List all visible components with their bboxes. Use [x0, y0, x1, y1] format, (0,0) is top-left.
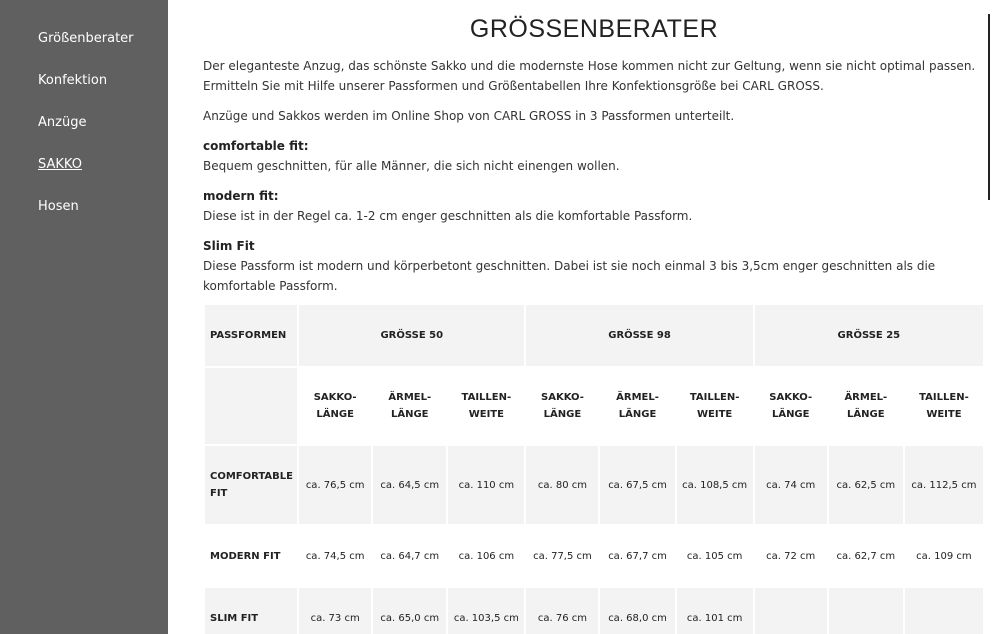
table-subheader-row [205, 368, 983, 446]
table-cell [905, 588, 983, 634]
row-label-line: MODERN FIT [210, 550, 281, 562]
table-row [205, 446, 983, 526]
table-cell-empty [205, 368, 297, 446]
table-subheader [600, 368, 674, 446]
row-label-line: SLIM FIT [210, 613, 259, 624]
table-subheader [755, 368, 827, 446]
table-cell [755, 588, 827, 634]
fit-name: comfortable fit: [203, 139, 309, 153]
table-cell: ca. 64,5 cm [373, 446, 446, 526]
table-cell: ca. 74,5 cm [299, 526, 371, 588]
table-group-header: GRÖSSE 98 [526, 305, 752, 368]
table-cell: ca. 74 cm [755, 446, 827, 526]
table-cell: ca. 105 cm [677, 526, 753, 588]
table-cell: ca. 110 cm [448, 446, 524, 526]
intro-paragraph-1: Der eleganteste Anzug, das schönste Sakko und die modernste Hose kommen nicht zur Geltung, wenn sie nicht optimal passen. Ermitteln Sie mit Hilfe unserer Passformen und Größentabellen Ihre Konfektionsgröße bei CARL GROSS. [203, 59, 976, 93]
table-cell: ca. 64,7 cm [373, 526, 446, 588]
table-group-header: GRÖSSE 50 [299, 305, 524, 368]
subheader-line: LÄNGE [316, 409, 354, 420]
table-cell: ca. 80 cm [526, 446, 598, 526]
table-cell: ca. 65,0 cm [373, 588, 446, 634]
subheader-line: TAILLEN- [919, 392, 969, 403]
row-label-line: FIT [210, 488, 228, 499]
sidebar-item-konfektion[interactable] [38, 72, 134, 114]
table-cell: ca. 77,5 cm [526, 526, 598, 588]
subheader-line: LÄNGE [543, 409, 582, 420]
subheader-line: TAILLEN- [461, 392, 512, 403]
table-cell: ca. 109 cm [905, 526, 983, 588]
subheader-line: LÄNGE [618, 409, 657, 420]
subheader-line: SAKKO- [541, 392, 584, 403]
row-label-line: COMFORTABLE [210, 471, 293, 482]
subheader-line: LÄNGE [847, 409, 885, 420]
sidebar-item-label: Größenberater [38, 31, 134, 46]
fit-name: Slim Fit [203, 239, 255, 253]
table-subheader [299, 368, 371, 446]
table-subheader [448, 368, 524, 446]
subheader-line: ÄRMEL- [844, 392, 888, 403]
fit-description: Diese Passform ist modern und körperbetont geschnitten. Dabei ist sie noch einmal 3 bis 3,5cm enger geschnitten als die komfortable Passform. [203, 259, 936, 293]
sidebar-item-label: Anzüge [38, 115, 87, 130]
subheader-line: LÄNGE [771, 409, 810, 420]
table-cell: ca. 76,5 cm [299, 446, 371, 526]
fit-description: Diese ist in der Regel ca. 1-2 cm enger geschnitten als die komfortable Passform. [203, 209, 693, 223]
table-row-label [205, 588, 297, 634]
table-cell: ca. 62,5 cm [829, 446, 903, 526]
intro-paragraph-2: Anzüge und Sakkos werden im Online Shop von CARL GROSS in 3 Passformen unterteilt. [203, 109, 735, 123]
sidebar-item-label: Hosen [38, 199, 79, 214]
table-subheader [905, 368, 983, 446]
sidebar-item-label: SAKKO [38, 157, 82, 172]
size-table [203, 305, 985, 634]
subheader-line: WEITE [697, 409, 733, 420]
page-title: GRÖSSENBERATER [469, 15, 719, 43]
subheader-line: SAKKO- [313, 392, 357, 403]
table-cell: ca. 103,5 cm [448, 588, 524, 634]
table-cell: ca. 108,5 cm [677, 446, 753, 526]
subheader-line: ÄRMEL- [388, 392, 432, 403]
table-row [205, 588, 983, 634]
table-cell: ca. 112,5 cm [905, 446, 983, 526]
sidebar-item-anzuege[interactable] [38, 114, 134, 156]
table-cell: ca. 68,0 cm [600, 588, 674, 634]
fit-description: Bequem geschnitten, für alle Männer, die sich nicht einengen wollen. [203, 159, 620, 173]
table-cell: ca. 67,7 cm [600, 526, 674, 588]
table-row-label [205, 446, 297, 526]
table-cell: ca. 67,5 cm [600, 446, 674, 526]
table-cell: ca. 73 cm [299, 588, 371, 634]
sidebar-item-sakko[interactable] [38, 156, 134, 198]
table-cell: ca. 62,7 cm [829, 526, 903, 588]
table-cell: ca. 106 cm [448, 526, 524, 588]
fit-block-modern [203, 186, 983, 226]
table-row-label [205, 526, 297, 588]
subheader-line: SAKKO- [769, 392, 813, 403]
table-subheader [373, 368, 446, 446]
table-row [205, 526, 983, 588]
subheader-line: WEITE [926, 409, 962, 420]
sidebar [0, 0, 168, 634]
sidebar-item-hosen[interactable] [38, 198, 134, 240]
scrollbar[interactable] [986, 0, 1007, 634]
scrollbar-thumb[interactable] [988, 14, 990, 200]
subheader-line: ÄRMEL- [616, 392, 659, 403]
table-subheader [829, 368, 903, 446]
table-header-row [205, 305, 983, 368]
table-subheader [526, 368, 598, 446]
sidebar-item-groessenberater[interactable] [38, 30, 134, 72]
table-cell [829, 588, 903, 634]
table-subheader [677, 368, 753, 446]
table-cell: ca. 72 cm [755, 526, 827, 588]
main-content [203, 0, 985, 634]
table-cell: ca. 76 cm [526, 588, 598, 634]
table-header-passformen: PASSFORMEN [205, 305, 297, 368]
sidebar-item-label: Konfektion [38, 73, 108, 88]
subheader-line: WEITE [468, 409, 504, 420]
fit-name: modern fit: [203, 189, 279, 203]
table-group-header: GRÖSSE 25 [755, 305, 983, 368]
table-cell: ca. 101 cm [677, 588, 753, 634]
fit-block-comfortable [203, 136, 983, 176]
subheader-line: TAILLEN- [689, 392, 740, 403]
sidebar-menu [38, 30, 134, 240]
subheader-line: LÄNGE [390, 409, 429, 420]
fit-block-slim [203, 236, 983, 296]
